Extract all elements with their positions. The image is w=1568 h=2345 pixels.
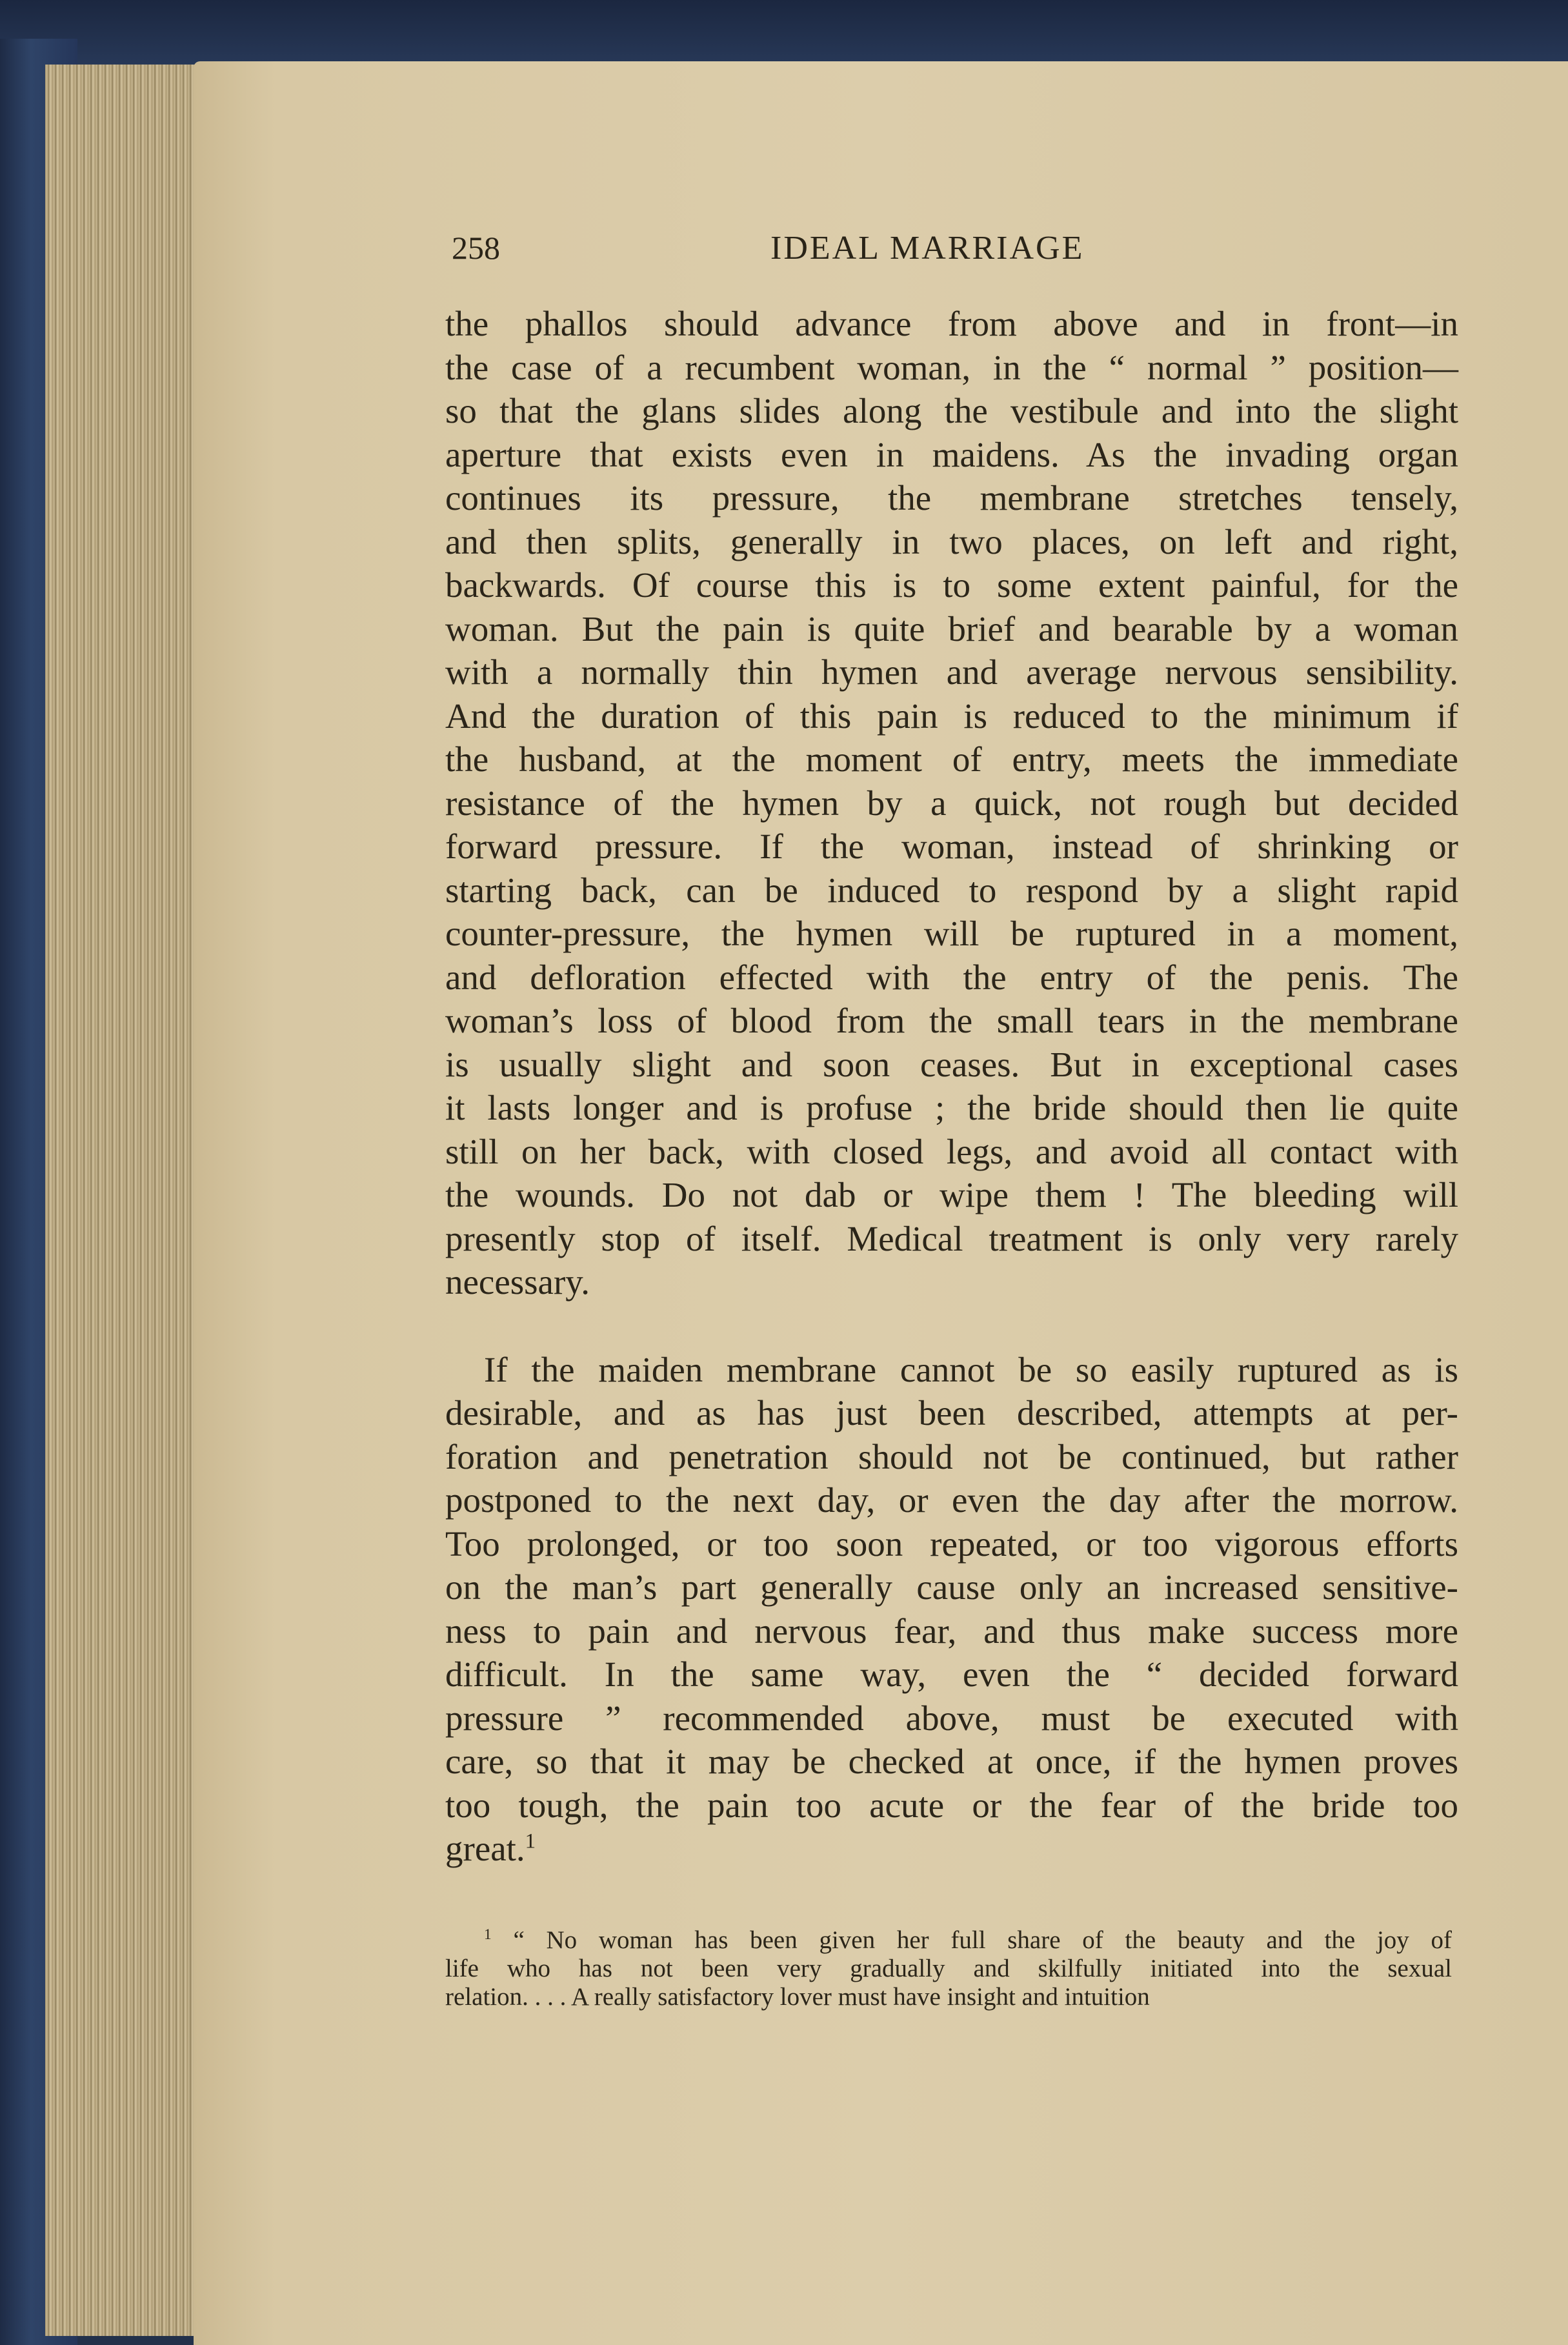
text-line: necessary. xyxy=(445,1262,590,1302)
text-line: And the duration of this pain is reduced to the minimum if xyxy=(445,696,1458,736)
footnote-line: life who has not been very gradually and skilfully initiated into the sexual xyxy=(445,1955,1452,1982)
text-line: aperture that exists even in maidens. As the invading organ xyxy=(445,434,1458,474)
text-line-final: great. xyxy=(445,1829,525,1868)
book-title: IDEAL MARRIAGE xyxy=(770,230,1085,267)
footnote-line: relation. . . . A really satisfactory lover must have insight and intuition xyxy=(445,1983,1150,2011)
text-line: presently stop of itself. Medical treatment is only very rarely xyxy=(445,1218,1458,1258)
text-line: with a normally thin hymen and average nervous sensibility. xyxy=(445,652,1458,692)
text-line: foration and penetration should not be continued, but rather xyxy=(445,1436,1458,1476)
paragraph-1 xyxy=(445,302,1458,1304)
text-line: desirable, and as has just been described, attempts at per- xyxy=(445,1393,1458,1433)
text-line: still on her back, with closed legs, and avoid all contact with xyxy=(445,1131,1458,1171)
text-line: resistance of the hymen by a quick, not rough but decided xyxy=(445,783,1458,823)
text-line: pressure ” recommended above, must be executed with xyxy=(445,1698,1458,1738)
text-line-last xyxy=(445,1827,1458,1871)
footnote-text: “ No woman has been given her full share of the beauty and the joy of xyxy=(513,1926,1452,1954)
text-line: too tough, the pain too acute or the fear of the bride too xyxy=(445,1785,1458,1825)
text-line: and defloration effected with the entry of the penis. The xyxy=(445,957,1458,997)
text-line: the case of a recumbent woman, in the “ normal ” position— xyxy=(445,347,1458,387)
text-line: starting back, can be induced to respond by a slight rapid xyxy=(445,870,1458,910)
text-line: ness to pain and nervous fear, and thus make success more xyxy=(445,1611,1458,1651)
text-line: Too prolonged, or too soon repeated, or too vigorous efforts xyxy=(445,1524,1458,1564)
text-line: continues its pressure, the membrane stretches tensely, xyxy=(445,478,1458,518)
text-line: woman. But the pain is quite brief and bearable by a woman xyxy=(445,609,1458,649)
text-line: on the man’s part generally cause only an increased sensitive- xyxy=(445,1567,1458,1607)
text-line: and then splits, generally in two places, on left and right, xyxy=(445,521,1458,561)
text-line: the phallos should advance from above and in front—in xyxy=(445,304,1458,343)
page-number: 258 xyxy=(452,230,500,266)
footnote-marker: 1 xyxy=(484,1926,492,1943)
text-line: the husband, at the moment of entry, meets the immediate xyxy=(445,740,1458,779)
text-line: care, so that it may be checked at once, if the hymen proves xyxy=(445,1742,1458,1781)
footnote-line-first xyxy=(445,1926,1452,1955)
text-line: the wounds. Do not dab or wipe them ! The bleeding will xyxy=(445,1175,1458,1214)
footnote xyxy=(445,1926,1452,2011)
text-line: forward pressure. If the woman, instead of shrinking or xyxy=(445,827,1458,866)
text-line: counter-pressure, the hymen will be ruptured in a moment, xyxy=(445,914,1458,953)
text-line: is usually slight and soon ceases. But in exceptional cases xyxy=(445,1044,1458,1084)
text-line: postponed to the next day, or even the day after the morrow. xyxy=(445,1480,1458,1520)
text-line: backwards. Of course this is to some extent painful, for the xyxy=(445,565,1458,605)
paragraph-2 xyxy=(445,1348,1458,1871)
text-line: If the maiden membrane cannot be so easily ruptured as is xyxy=(484,1349,1458,1389)
footnote-reference: 1 xyxy=(525,1829,536,1853)
text-line: difficult. In the same way, even the “ decided forward xyxy=(445,1655,1458,1694)
body-text xyxy=(445,302,1458,1871)
text-line: so that the glans slides along the vestibule and into the slight xyxy=(445,391,1458,430)
text-line: woman’s loss of blood from the small tears in the membrane xyxy=(445,1001,1458,1040)
text-line: it lasts longer and is profuse ; the bride should then lie quite xyxy=(445,1088,1458,1127)
running-head xyxy=(452,229,1458,281)
